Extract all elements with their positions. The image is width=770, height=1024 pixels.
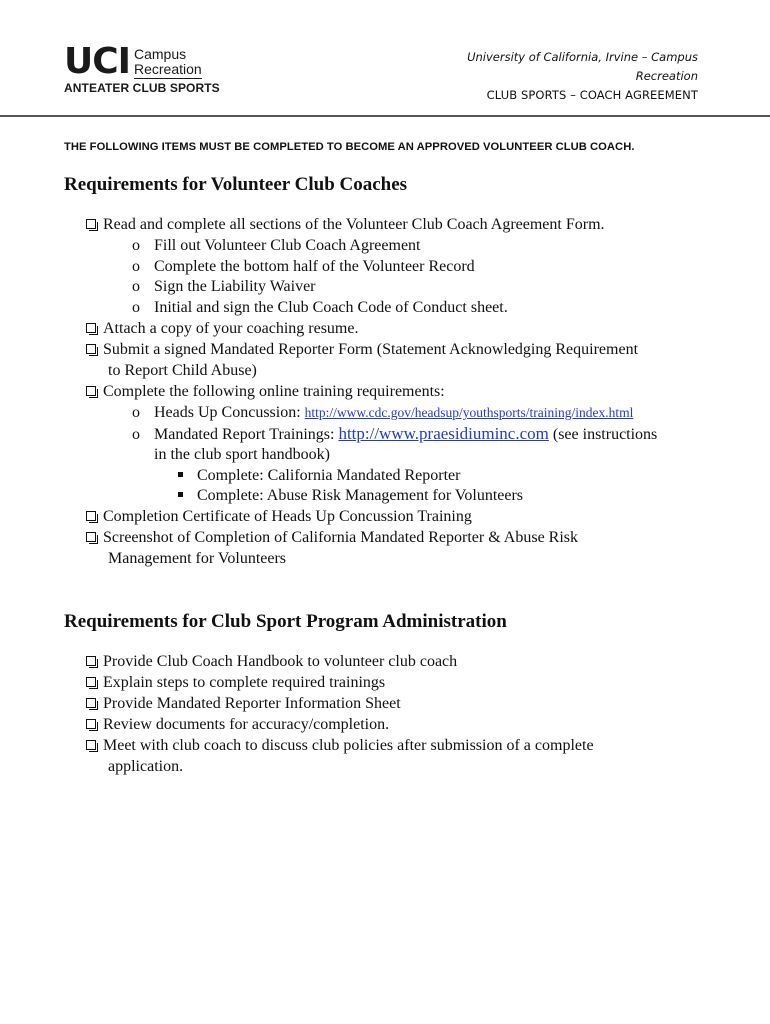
square-bullet-icon [178,472,183,477]
list-item: o Fill out Volunteer Club Coach Agreement [132,236,421,257]
cdc-headsup-link[interactable]: http://www.cdc.gov/headsup/youthsports/training/index.html [304,405,634,420]
checkbox-icon [86,219,96,229]
page-header [0,0,770,116]
checkbox-icon [86,677,96,687]
list-item: o Initial and sign the Club Coach Code of Conduct sheet. [132,298,508,319]
checkbox-icon [86,656,96,666]
list-item: Complete the following online training requirements: [86,382,445,403]
circle-bullet-icon: o [132,426,140,443]
circle-bullet-icon: o [132,237,140,254]
list-item: o Mandated Report Trainings: http://www.praesidiuminc.com (see instructions [132,424,657,446]
list-item: Completion Certificate of Heads Up Concussion Training [86,507,472,528]
logo-campus-text: Campus [134,46,187,62]
logo-uci-text: UCI [64,41,131,82]
completion-notice: THE FOLLOWING ITEMS MUST BE COMPLETED TO BECOME AN APPROVED VOLUNTEER CLUB COACH. [64,141,635,153]
list-item: o Sign the Liability Waiver [132,277,316,298]
header-divider [0,115,770,117]
org-line-1: University of California, Irvine – Campus [467,50,698,64]
list-item: Explain steps to complete required trainings [86,673,385,694]
section2-heading: Requirements for Club Sport Program Administration [64,611,507,632]
checkbox-icon [86,323,96,333]
list-item: Provide Club Coach Handbook to volunteer club coach [86,652,457,673]
list-item-continuation: Management for Volunteers [108,550,287,567]
header-org-info [438,48,698,105]
checkbox-icon [86,344,96,354]
circle-bullet-icon: o [132,404,140,421]
checkbox-icon [86,719,96,729]
section1-heading: Requirements for Volunteer Club Coaches [64,174,408,195]
document-title: CLUB SPORTS – COACH AGREEMENT [486,88,698,102]
logo-subtitle: ANTEATER CLUB SPORTS [64,81,220,95]
checkbox-icon [86,386,96,396]
circle-bullet-icon: o [132,278,140,295]
list-item: Provide Mandated Reporter Information Sheet [86,694,401,715]
checkbox-icon [86,532,96,542]
circle-bullet-icon: o [132,258,140,275]
circle-bullet-icon: o [132,299,140,316]
list-item: Complete: Abuse Risk Management for Volunteers [178,486,523,507]
checkbox-icon [86,740,96,750]
list-item: Complete: California Mandated Reporter [178,466,460,487]
list-item: Submit a signed Mandated Reporter Form (Statement Acknowledging Requirement [86,340,638,361]
list-item-continuation: to Report Child Abuse) [108,362,257,379]
list-item: Meet with club coach to discuss club policies after submission of a complete [86,736,594,757]
list-item: Review documents for accuracy/completion. [86,715,389,736]
list-item: Read and complete all sections of the Volunteer Club Coach Agreement Form. [86,215,605,236]
logo-recreation-text: Recreation [134,61,202,77]
praesidium-link[interactable]: http://www.praesidiuminc.com [338,424,549,443]
list-item: o Heads Up Concussion: http://www.cdc.gov/headsup/youthsports/training/index.html [132,403,633,424]
square-bullet-icon [178,492,183,497]
checkbox-icon [86,698,96,708]
list-item: Attach a copy of your coaching resume. [86,319,358,340]
list-item-continuation: application. [108,758,184,775]
list-item: Screenshot of Completion of California Mandated Reporter & Abuse Risk [86,528,578,549]
org-line-2: Recreation [635,69,698,83]
checkbox-icon [86,511,96,521]
list-item-continuation: in the club sport handbook) [154,446,330,463]
list-item: o Complete the bottom half of the Volunteer Record [132,257,475,278]
